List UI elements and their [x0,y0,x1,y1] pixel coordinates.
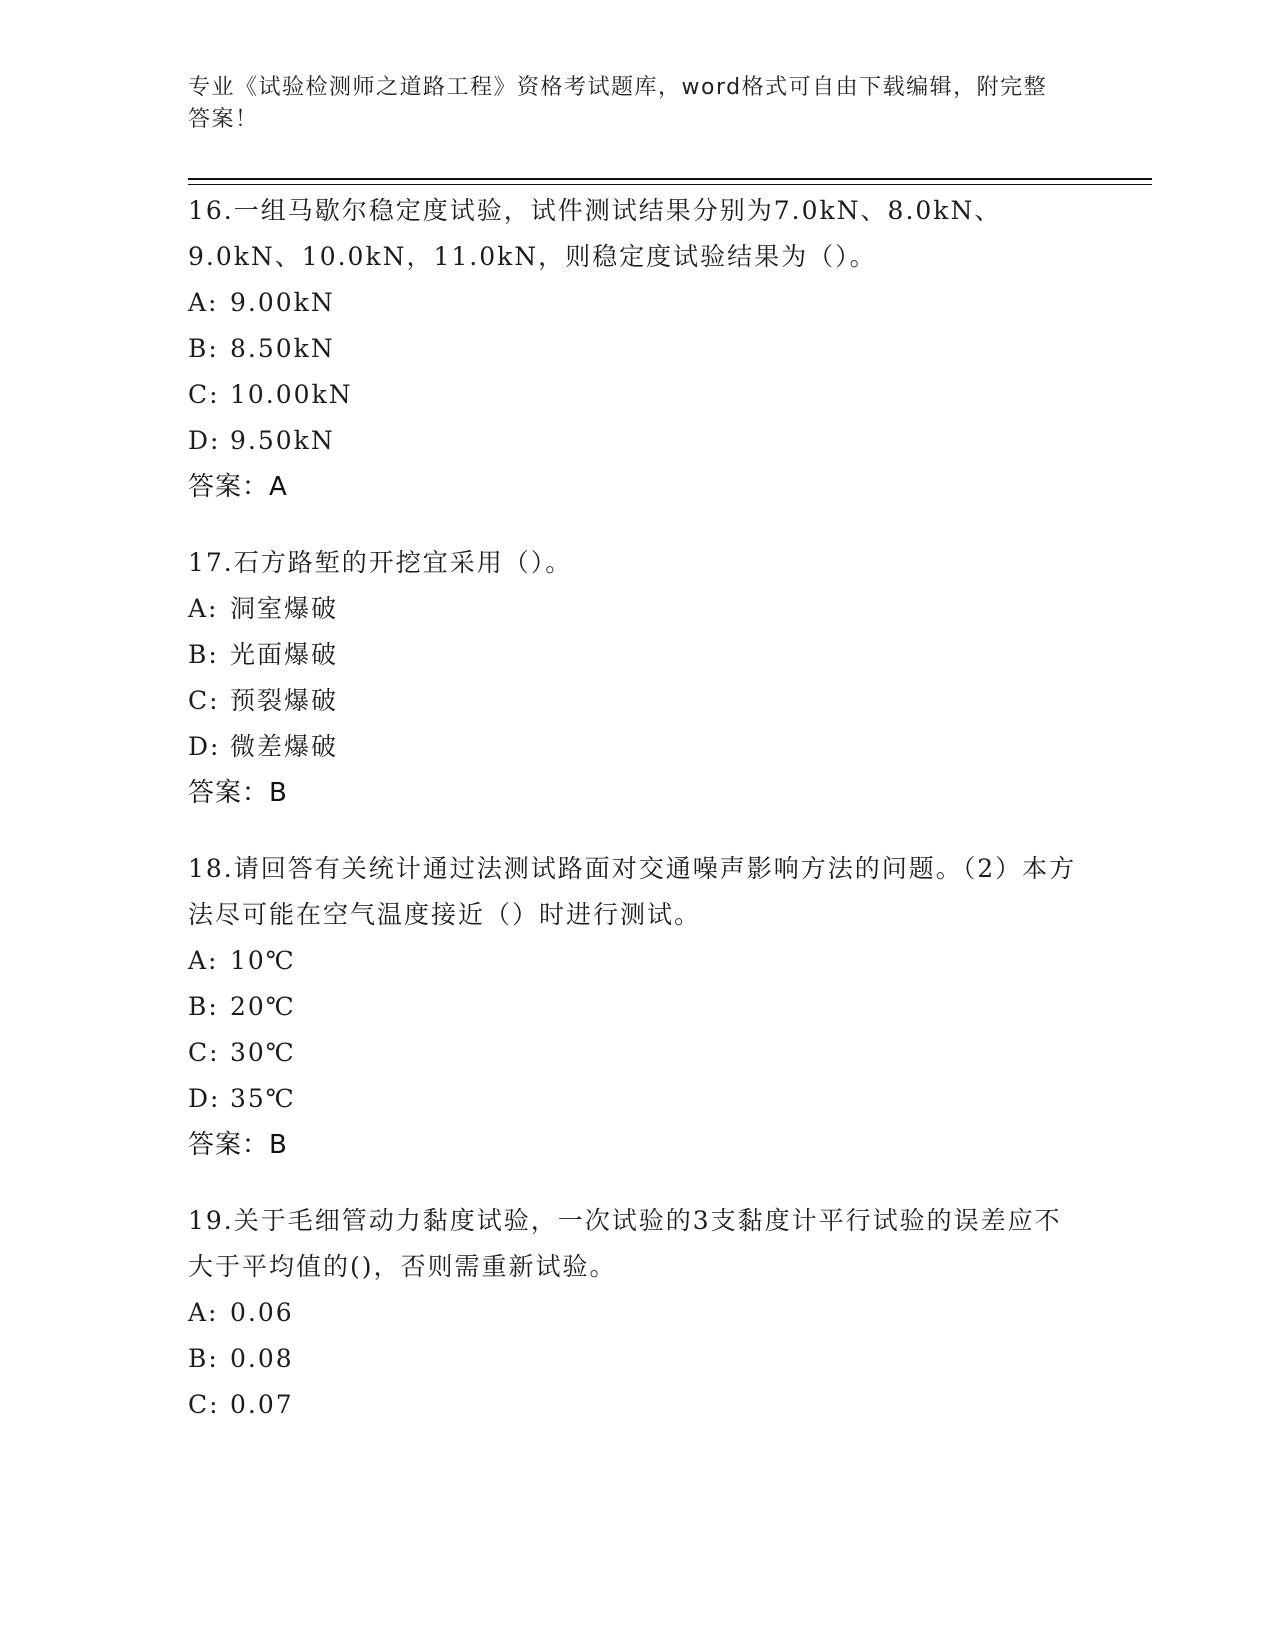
option-key: C: [188,380,220,409]
option-key: B: [188,334,219,363]
option-key: C: [188,1390,220,1419]
question-stem: 16.一组马歇尔稳定度试验，试件测试结果分别为7.0kN、8.0kN、9.0kN、10.0kN，11.0kN，则稳定度试验结果为（）。 [188,196,1002,271]
option-text: 0.06 [230,1298,294,1327]
option-text: 0.07 [230,1390,294,1419]
option-b [188,632,1088,678]
option-d [188,418,1088,464]
question-stem: 18.请回答有关统计通过法测试路面对交通噪声影响方法的问题。（2）本方法尽可能在空气温度接近（）时进行测试。 [188,854,1077,929]
question-stem: 19.关于毛细管动力黏度试验，一次试验的3支黏度计平行试验的误差应不大于平均值的()，否则需重新试验。 [188,1206,1062,1281]
option-c [188,1030,1088,1076]
option-a [188,1290,1088,1336]
option-key: D: [188,426,221,455]
header-divider-thick [188,178,1152,180]
option-key: C: [188,1038,220,1067]
option-key: C: [188,686,220,715]
option-key: A: [188,1298,219,1327]
question-19 [188,1198,1088,1428]
question-stem: 17.石方路堑的开挖宜采用（）。 [188,548,573,577]
option-text: 20℃ [230,992,296,1021]
question-18 [188,846,1088,1168]
option-b [188,1336,1088,1382]
option-key: A: [188,946,219,975]
option-text: 9.50kN [230,426,335,455]
option-b [188,326,1088,372]
question-16 [188,188,1088,510]
option-text: 微差爆破 [230,732,339,761]
option-a [188,938,1088,984]
option-c [188,372,1088,418]
option-key: B: [188,1344,219,1373]
option-key: A: [188,594,219,623]
option-key: A: [188,288,219,317]
option-key: D: [188,732,221,761]
option-text: 10℃ [230,946,296,975]
option-text: 8.50kN [230,334,335,363]
option-key: B: [188,640,219,669]
document-intro: 专业《试验检测师之道路工程》资格考试题库，word格式可自由下载编辑，附完整答案！ [188,75,1048,132]
option-c [188,1382,1088,1428]
option-text: 0.08 [230,1344,294,1373]
option-text: 洞室爆破 [230,594,339,623]
question-17 [188,540,1088,816]
option-key: D: [188,1084,221,1113]
option-text: 35℃ [230,1084,296,1113]
option-c [188,678,1088,724]
option-text: 9.00kN [230,288,335,317]
option-text: 30℃ [230,1038,296,1067]
option-key: B: [188,992,219,1021]
option-text: 预裂爆破 [230,686,339,715]
option-d [188,724,1088,770]
option-b [188,984,1088,1030]
option-text: 10.00kN [230,380,353,409]
option-a [188,586,1088,632]
answer-line: 答案：B [188,1130,288,1160]
option-a [188,280,1088,326]
header-divider-thin [188,184,1152,185]
option-text: 光面爆破 [230,640,339,669]
option-d [188,1076,1088,1122]
answer-line: 答案：A [188,472,288,502]
answer-line: 答案：B [188,778,288,808]
